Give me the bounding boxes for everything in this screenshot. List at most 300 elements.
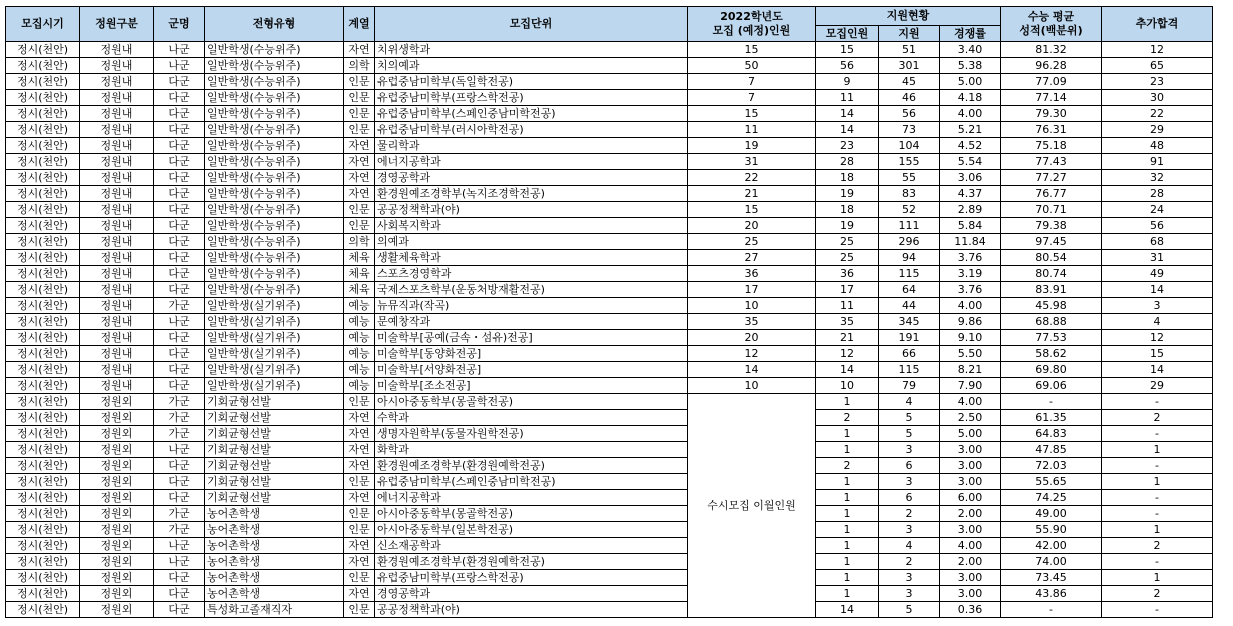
period-cell: 정시(천안): [6, 346, 80, 362]
unit-cell: 환경원예조경학부(환경원예학전공): [375, 458, 688, 474]
group-cell: 나군: [154, 58, 205, 74]
group-cell: 다군: [154, 458, 205, 474]
admission-type-cell: 일반학생(수능위주): [205, 170, 344, 186]
table-row: [6, 314, 1213, 330]
csat-cell: 45.98: [1001, 298, 1102, 314]
recruited-cell: 11: [816, 90, 879, 106]
group-cell: 다군: [154, 474, 205, 490]
admission-type-cell: 기회균형선발: [205, 474, 344, 490]
competition-cell: 3.76: [940, 250, 1001, 266]
recruited-cell: 25: [816, 234, 879, 250]
period-cell: 정시(천안): [6, 602, 80, 618]
quota-cell: 정원내: [80, 346, 154, 362]
admission-type-cell: 일반학생(수능위주): [205, 202, 344, 218]
csat-cell: 61.35: [1001, 410, 1102, 426]
header-planned-year: 2022학년도: [720, 10, 783, 23]
applied-cell: 51: [879, 42, 940, 58]
planned-cell: 15: [688, 42, 816, 58]
additional-cell: 1: [1102, 570, 1213, 586]
csat-cell: 70.71: [1001, 202, 1102, 218]
planned-cell: 12: [688, 346, 816, 362]
admission-table-container: [5, 6, 1213, 618]
period-cell: 정시(천안): [6, 154, 80, 170]
admission-type-cell: 일반학생(수능위주): [205, 266, 344, 282]
field-cell: 예능: [344, 314, 375, 330]
additional-cell: 49: [1102, 266, 1213, 282]
recruited-cell: 25: [816, 250, 879, 266]
period-cell: 정시(천안): [6, 426, 80, 442]
applied-cell: 155: [879, 154, 940, 170]
admission-type-cell: 일반학생(수능위주): [205, 58, 344, 74]
quota-cell: 정원외: [80, 506, 154, 522]
group-cell: 다군: [154, 282, 205, 298]
competition-cell: 5.00: [940, 426, 1001, 442]
unit-cell: 유럽중남미학부(독일학전공): [375, 74, 688, 90]
group-cell: 가군: [154, 394, 205, 410]
table-row: [6, 506, 1213, 522]
admission-type-cell: 농어촌학생: [205, 570, 344, 586]
period-cell: 정시(천안): [6, 234, 80, 250]
csat-cell: 77.09: [1001, 74, 1102, 90]
admission-type-cell: 기회균형선발: [205, 458, 344, 474]
csat-cell: 69.80: [1001, 362, 1102, 378]
recruited-cell: 1: [816, 538, 879, 554]
csat-cell: 75.18: [1001, 138, 1102, 154]
header-recruit-period: 모집시기: [6, 7, 80, 42]
competition-cell: 3.06: [940, 170, 1001, 186]
recruited-cell: 17: [816, 282, 879, 298]
recruited-cell: 18: [816, 170, 879, 186]
competition-cell: 3.00: [940, 586, 1001, 602]
quota-cell: 정원내: [80, 298, 154, 314]
group-cell: 나군: [154, 42, 205, 58]
applied-cell: 191: [879, 330, 940, 346]
unit-cell: 에너지공학과: [375, 154, 688, 170]
quota-cell: 정원외: [80, 602, 154, 618]
applied-cell: 46: [879, 90, 940, 106]
header-additional: 추가합격: [1102, 7, 1213, 42]
table-row: [6, 202, 1213, 218]
additional-cell: 1: [1102, 442, 1213, 458]
recruited-cell: 12: [816, 346, 879, 362]
table-row: [6, 74, 1213, 90]
group-cell: 다군: [154, 154, 205, 170]
applied-cell: 6: [879, 458, 940, 474]
competition-cell: 4.37: [940, 186, 1001, 202]
planned-cell: 31: [688, 154, 816, 170]
competition-cell: 4.18: [940, 90, 1001, 106]
period-cell: 정시(천안): [6, 490, 80, 506]
competition-cell: 5.38: [940, 58, 1001, 74]
group-cell: 다군: [154, 346, 205, 362]
planned-cell: 21: [688, 186, 816, 202]
field-cell: 자연: [344, 554, 375, 570]
table-row: [6, 170, 1213, 186]
table-row: [6, 234, 1213, 250]
field-cell: 자연: [344, 538, 375, 554]
recruited-cell: 2: [816, 458, 879, 474]
period-cell: 정시(천안): [6, 250, 80, 266]
csat-cell: 77.53: [1001, 330, 1102, 346]
group-cell: 다군: [154, 122, 205, 138]
field-cell: 예능: [344, 298, 375, 314]
admission-type-cell: 농어촌학생: [205, 586, 344, 602]
admission-type-cell: 농어촌학생: [205, 538, 344, 554]
additional-cell: -: [1102, 490, 1213, 506]
field-cell: 인문: [344, 202, 375, 218]
header-unit: 모집단위: [375, 7, 688, 42]
period-cell: 정시(천안): [6, 458, 80, 474]
field-cell: 인문: [344, 570, 375, 586]
table-row: [6, 426, 1213, 442]
quota-cell: 정원외: [80, 554, 154, 570]
field-cell: 체육: [344, 266, 375, 282]
group-cell: 다군: [154, 218, 205, 234]
competition-cell: 3.00: [940, 442, 1001, 458]
additional-cell: 23: [1102, 74, 1213, 90]
header-application-status: 지원현황: [816, 7, 1001, 26]
competition-cell: 11.84: [940, 234, 1001, 250]
unit-cell: 미술학부[공예(금속・섬유)전공]: [375, 330, 688, 346]
field-cell: 자연: [344, 458, 375, 474]
competition-cell: 9.86: [940, 314, 1001, 330]
table-row: [6, 282, 1213, 298]
additional-cell: 68: [1102, 234, 1213, 250]
table-row: [6, 58, 1213, 74]
period-cell: 정시(천안): [6, 74, 80, 90]
group-cell: 다군: [154, 602, 205, 618]
competition-cell: 5.00: [940, 74, 1001, 90]
applied-cell: 5: [879, 410, 940, 426]
applied-cell: 345: [879, 314, 940, 330]
unit-cell: 아시아중동학부(몽골학전공): [375, 506, 688, 522]
applied-cell: 55: [879, 170, 940, 186]
quota-cell: 정원내: [80, 186, 154, 202]
admission-type-cell: 일반학생(실기위주): [205, 298, 344, 314]
planned-cell: 27: [688, 250, 816, 266]
table-row: [6, 106, 1213, 122]
field-cell: 인문: [344, 122, 375, 138]
applied-cell: 44: [879, 298, 940, 314]
period-cell: 정시(천안): [6, 442, 80, 458]
planned-cell: 22: [688, 170, 816, 186]
csat-cell: 43.86: [1001, 586, 1102, 602]
table-row: [6, 250, 1213, 266]
header-planned-label: 모집 (예정)인원: [712, 24, 791, 37]
csat-cell: 73.45: [1001, 570, 1102, 586]
planned-cell: 14: [688, 362, 816, 378]
applied-cell: 2: [879, 506, 940, 522]
admission-type-cell: 일반학생(실기위주): [205, 330, 344, 346]
unit-cell: 스포츠경영학과: [375, 266, 688, 282]
table-row: [6, 538, 1213, 554]
recruited-cell: 1: [816, 442, 879, 458]
quota-cell: 정원외: [80, 586, 154, 602]
recruited-cell: 35: [816, 314, 879, 330]
group-cell: 다군: [154, 362, 205, 378]
group-cell: 나군: [154, 314, 205, 330]
header-csat-bottom: 성적(백분위): [1019, 24, 1083, 37]
table-row: [6, 346, 1213, 362]
csat-cell: 80.74: [1001, 266, 1102, 282]
competition-cell: 3.19: [940, 266, 1001, 282]
header-group: 군명: [154, 7, 205, 42]
quota-cell: 정원외: [80, 458, 154, 474]
unit-cell: 문예창작과: [375, 314, 688, 330]
unit-cell: 환경원예조경학부(환경원예학전공): [375, 554, 688, 570]
unit-cell: 물리학과: [375, 138, 688, 154]
applied-cell: 115: [879, 266, 940, 282]
additional-cell: 14: [1102, 282, 1213, 298]
quota-cell: 정원내: [80, 378, 154, 394]
period-cell: 정시(천안): [6, 186, 80, 202]
recruited-cell: 1: [816, 522, 879, 538]
header-field: 계열: [344, 7, 375, 42]
period-cell: 정시(천안): [6, 586, 80, 602]
additional-cell: -: [1102, 426, 1213, 442]
header-csat: [1001, 7, 1102, 42]
header-applied: 지원: [879, 26, 940, 42]
field-cell: 자연: [344, 426, 375, 442]
group-cell: 다군: [154, 186, 205, 202]
competition-cell: 2.00: [940, 554, 1001, 570]
additional-cell: 3: [1102, 298, 1213, 314]
applied-cell: 296: [879, 234, 940, 250]
applied-cell: 301: [879, 58, 940, 74]
admission-type-cell: 일반학생(실기위주): [205, 314, 344, 330]
applied-cell: 6: [879, 490, 940, 506]
table-row: [6, 138, 1213, 154]
group-cell: 다군: [154, 250, 205, 266]
table-row: [6, 378, 1213, 394]
admission-type-cell: 특성화고졸재직자: [205, 602, 344, 618]
quota-cell: 정원내: [80, 234, 154, 250]
recruited-cell: 23: [816, 138, 879, 154]
admission-type-cell: 기회균형선발: [205, 410, 344, 426]
field-cell: 인문: [344, 474, 375, 490]
additional-cell: 30: [1102, 90, 1213, 106]
planned-cell: 15: [688, 202, 816, 218]
applied-cell: 4: [879, 538, 940, 554]
unit-cell: 의예과: [375, 234, 688, 250]
field-cell: 체육: [344, 250, 375, 266]
quota-cell: 정원외: [80, 442, 154, 458]
recruited-cell: 18: [816, 202, 879, 218]
field-cell: 자연: [344, 410, 375, 426]
applied-cell: 79: [879, 378, 940, 394]
competition-cell: 8.21: [940, 362, 1001, 378]
recruited-cell: 1: [816, 474, 879, 490]
additional-cell: -: [1102, 394, 1213, 410]
applied-cell: 73: [879, 122, 940, 138]
unit-cell: 국제스포츠학부(운동처방재활전공): [375, 282, 688, 298]
group-cell: 다군: [154, 234, 205, 250]
field-cell: 인문: [344, 218, 375, 234]
additional-cell: 48: [1102, 138, 1213, 154]
additional-cell: 2: [1102, 538, 1213, 554]
csat-cell: 49.00: [1001, 506, 1102, 522]
quota-cell: 정원외: [80, 474, 154, 490]
applied-cell: 3: [879, 442, 940, 458]
period-cell: 정시(천안): [6, 90, 80, 106]
planned-cell: 7: [688, 90, 816, 106]
applied-cell: 5: [879, 602, 940, 618]
quota-cell: 정원내: [80, 266, 154, 282]
quota-cell: 정원내: [80, 90, 154, 106]
recruited-cell: 1: [816, 394, 879, 410]
period-cell: 정시(천안): [6, 570, 80, 586]
field-cell: 예능: [344, 346, 375, 362]
csat-cell: 74.25: [1001, 490, 1102, 506]
header-recruited: 모집인원: [816, 26, 879, 42]
unit-cell: 공공정책학과(야): [375, 202, 688, 218]
recruited-cell: 19: [816, 218, 879, 234]
unit-cell: 환경원예조경학부(녹지조경학전공): [375, 186, 688, 202]
field-cell: 의학: [344, 58, 375, 74]
planned-cell: 20: [688, 218, 816, 234]
admission-type-cell: 기회균형선발: [205, 394, 344, 410]
header-admission-type: 전형유형: [205, 7, 344, 42]
recruited-cell: 19: [816, 186, 879, 202]
admission-type-cell: 일반학생(실기위주): [205, 346, 344, 362]
admission-type-cell: 일반학생(실기위주): [205, 378, 344, 394]
csat-cell: 76.31: [1001, 122, 1102, 138]
table-row: [6, 586, 1213, 602]
planned-cell: 17: [688, 282, 816, 298]
planned-cell: 19: [688, 138, 816, 154]
additional-cell: 12: [1102, 42, 1213, 58]
group-cell: 다군: [154, 570, 205, 586]
admission-type-cell: 일반학생(수능위주): [205, 42, 344, 58]
field-cell: 인문: [344, 602, 375, 618]
additional-cell: 15: [1102, 346, 1213, 362]
table-row: [6, 330, 1213, 346]
csat-cell: 55.90: [1001, 522, 1102, 538]
additional-cell: 1: [1102, 522, 1213, 538]
unit-cell: 미술학부[조소전공]: [375, 378, 688, 394]
quota-cell: 정원내: [80, 250, 154, 266]
csat-cell: 76.77: [1001, 186, 1102, 202]
competition-cell: 4.00: [940, 106, 1001, 122]
period-cell: 정시(천안): [6, 122, 80, 138]
period-cell: 정시(천안): [6, 106, 80, 122]
admission-type-cell: 일반학생(수능위주): [205, 282, 344, 298]
field-cell: 인문: [344, 522, 375, 538]
admission-type-cell: 일반학생(수능위주): [205, 186, 344, 202]
unit-cell: 미술학부[동양화전공]: [375, 346, 688, 362]
applied-cell: 115: [879, 362, 940, 378]
additional-cell: 12: [1102, 330, 1213, 346]
table-row: [6, 298, 1213, 314]
group-cell: 다군: [154, 586, 205, 602]
period-cell: 정시(천안): [6, 282, 80, 298]
quota-cell: 정원내: [80, 170, 154, 186]
unit-cell: 에너지공학과: [375, 490, 688, 506]
recruited-cell: 36: [816, 266, 879, 282]
competition-cell: 3.40: [940, 42, 1001, 58]
quota-cell: 정원외: [80, 538, 154, 554]
group-cell: 가군: [154, 506, 205, 522]
period-cell: 정시(천안): [6, 202, 80, 218]
table-row: [6, 410, 1213, 426]
applied-cell: 66: [879, 346, 940, 362]
field-cell: 인문: [344, 394, 375, 410]
unit-cell: 미술학부[서양화전공]: [375, 362, 688, 378]
csat-cell: 68.88: [1001, 314, 1102, 330]
quota-cell: 정원내: [80, 202, 154, 218]
applied-cell: 64: [879, 282, 940, 298]
table-row: [6, 602, 1213, 618]
admission-type-cell: 기회균형선발: [205, 490, 344, 506]
competition-cell: 5.84: [940, 218, 1001, 234]
csat-cell: 58.62: [1001, 346, 1102, 362]
csat-cell: 74.00: [1001, 554, 1102, 570]
competition-cell: 3.00: [940, 458, 1001, 474]
applied-cell: 52: [879, 202, 940, 218]
recruited-cell: 2: [816, 410, 879, 426]
recruited-cell: 1: [816, 570, 879, 586]
quota-cell: 정원내: [80, 314, 154, 330]
planned-cell: 10: [688, 298, 816, 314]
field-cell: 자연: [344, 586, 375, 602]
table-row: [6, 554, 1213, 570]
table-row: [6, 186, 1213, 202]
group-cell: 나군: [154, 554, 205, 570]
recruited-cell: 1: [816, 426, 879, 442]
unit-cell: 경영공학과: [375, 586, 688, 602]
quota-cell: 정원내: [80, 282, 154, 298]
quota-cell: 정원외: [80, 570, 154, 586]
planned-cell: 10: [688, 378, 816, 394]
table-row: [6, 458, 1213, 474]
quota-cell: 정원내: [80, 42, 154, 58]
group-cell: 나군: [154, 442, 205, 458]
header-quota-type: 정원구분: [80, 7, 154, 42]
csat-cell: 80.54: [1001, 250, 1102, 266]
table-row: [6, 90, 1213, 106]
table-row: [6, 394, 1213, 410]
csat-cell: 97.45: [1001, 234, 1102, 250]
competition-cell: 3.00: [940, 474, 1001, 490]
recruited-cell: 9: [816, 74, 879, 90]
csat-cell: 69.06: [1001, 378, 1102, 394]
additional-cell: 65: [1102, 58, 1213, 74]
table-row: [6, 122, 1213, 138]
planned-merged-note: 수시모집 이월인원: [688, 394, 816, 618]
csat-cell: 79.30: [1001, 106, 1102, 122]
csat-cell: 79.38: [1001, 218, 1102, 234]
group-cell: 다군: [154, 170, 205, 186]
applied-cell: 4: [879, 394, 940, 410]
quota-cell: 정원외: [80, 410, 154, 426]
admission-type-cell: 기회균형선발: [205, 426, 344, 442]
quota-cell: 정원내: [80, 218, 154, 234]
admission-type-cell: 농어촌학생: [205, 522, 344, 538]
field-cell: 의학: [344, 234, 375, 250]
csat-cell: 72.03: [1001, 458, 1102, 474]
unit-cell: 사회복지학과: [375, 218, 688, 234]
period-cell: 정시(천안): [6, 522, 80, 538]
applied-cell: 94: [879, 250, 940, 266]
period-cell: 정시(천안): [6, 538, 80, 554]
competition-cell: 3.00: [940, 570, 1001, 586]
unit-cell: 아시아중동학부(일본학전공): [375, 522, 688, 538]
planned-cell: 36: [688, 266, 816, 282]
field-cell: 인문: [344, 74, 375, 90]
period-cell: 정시(천안): [6, 298, 80, 314]
csat-cell: 77.43: [1001, 154, 1102, 170]
additional-cell: 29: [1102, 122, 1213, 138]
